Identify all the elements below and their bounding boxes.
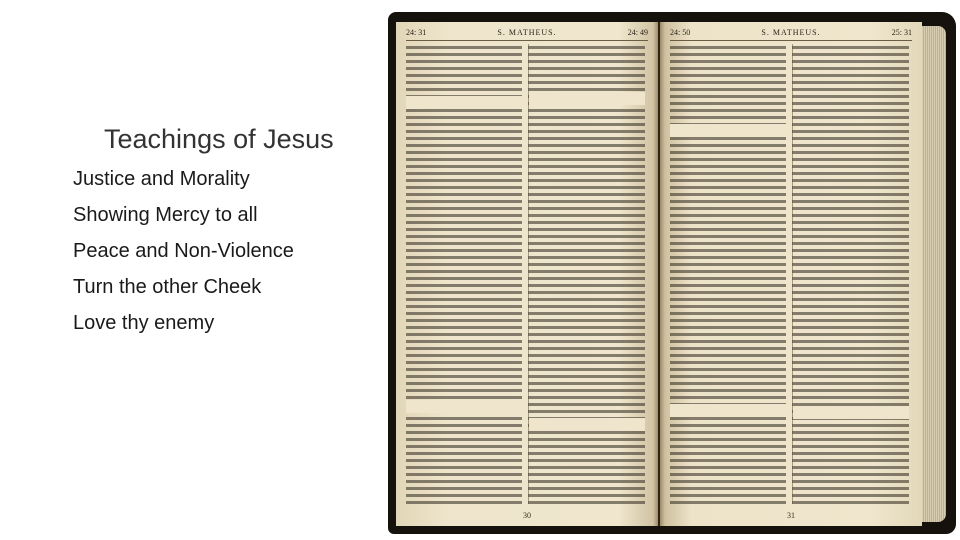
right-page-number: 31 xyxy=(787,511,795,520)
book-gutter xyxy=(653,22,665,526)
left-header-ref-end: 24: 49 xyxy=(627,28,648,37)
bullet-item: Love thy enemy xyxy=(73,312,215,334)
bullet-item: Justice and Morality xyxy=(73,168,250,190)
text-column xyxy=(670,44,786,504)
right-header-ref: 24: 50 xyxy=(670,28,691,37)
left-page-number: 30 xyxy=(523,511,531,520)
left-header-book: S. MATHEUS. xyxy=(497,28,557,37)
open-bible-photo xyxy=(388,12,956,534)
right-header-book: S. MATHEUS. xyxy=(761,28,821,37)
right-page xyxy=(660,22,922,526)
bullet-list xyxy=(73,164,294,344)
left-header-ref: 24: 31 xyxy=(406,28,427,37)
left-page xyxy=(396,22,658,526)
text-column xyxy=(528,44,645,504)
text-column xyxy=(406,44,522,504)
bullet-item: Peace and Non-Violence xyxy=(73,240,294,262)
right-page-header xyxy=(670,28,912,41)
right-header-ref-end: 25: 31 xyxy=(891,28,912,37)
bullet-item: Turn the other Cheek xyxy=(73,276,262,298)
slide-title: Teachings of Jesus xyxy=(104,124,334,154)
left-page-header xyxy=(406,28,648,41)
bullet-item: Showing Mercy to all xyxy=(73,204,258,226)
text-column xyxy=(792,44,909,504)
page-edges xyxy=(922,26,946,522)
